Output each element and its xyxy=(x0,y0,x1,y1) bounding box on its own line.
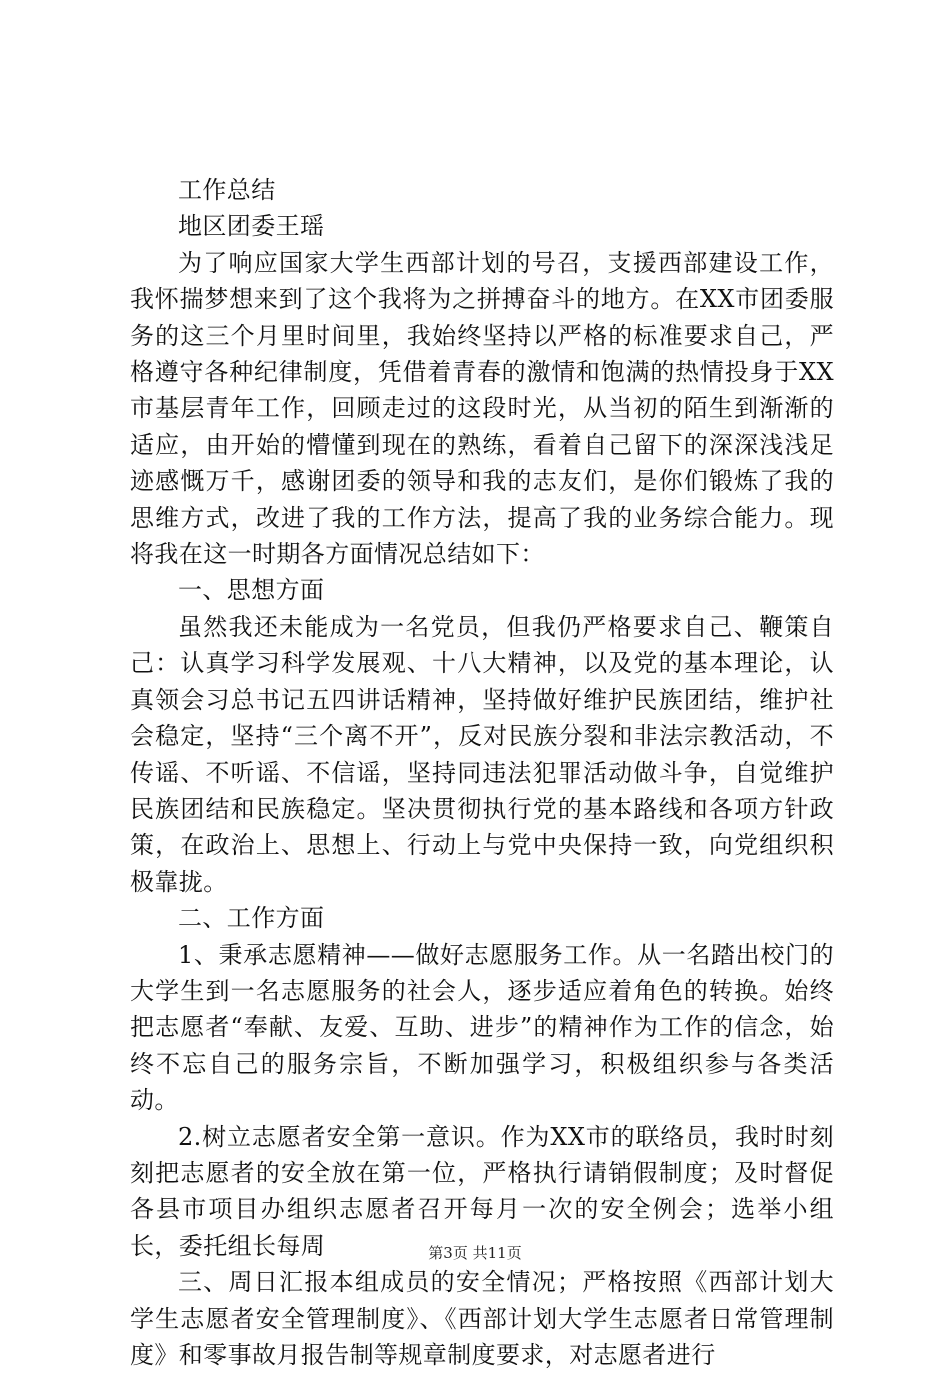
paragraph-thought: 虽然我还未能成为一名党员，但我仍严格要求自己、鞭策自己：认真学习科学发展观、十八大精神，以及党的基本理论，认真领会习总书记五四讲话精神，坚持做好维护民族团结，维护社会稳定，坚持“三个离不开”，反对民族分裂和非法宗教活动，不传谣、不听谣、不信谣，坚持同违法犯罪活动做斗争，自觉维护民族团结和民族稳定。坚决贯彻执行党的基本路线和各项方针政策，在政治上、思想上、行动上与党中央保持一致，向党组织积极靠拢。 xyxy=(130,612,834,896)
paragraph-work-2: 2.树立志愿者安全第一意识。作为XX市的联络员，我时时刻刻把志愿者的安全放在第一位，严格执行请销假制度；及时督促各县市项目办组织志愿者召开每月一次的安全例会；选举小组长，委托组长每周 xyxy=(130,1122,834,1260)
paragraph-intro: 为了响应国家大学生西部计划的号召，支援西部建设工作，我怀揣梦想来到了这个我将为之拼搏奋斗的地方。在XX市团委服务的这三个月里时间里，我始终坚持以严格的标准要求自己，严格遵守各种纪律制度，凭借着青春的激情和饱满的热情投身于XX市基层青年工作，回顾走过的这段时光，从当初的陌生到渐渐的适应，由开始的懵懂到现在的熟练，看着自己留下的深深浅浅足迹感慨万千，感谢团委的领导和我的志友们，是你们锻炼了我的思维方式，改进了我的工作方法，提高了我的业务综合能力。现将我在这一时期各方面情况总结如下： xyxy=(130,248,834,569)
document-body xyxy=(130,172,834,1373)
section-heading-work: 二、工作方面 xyxy=(178,904,325,933)
document-author: 地区团委王瑶 xyxy=(178,212,325,241)
paragraph-work-3: 三、周日汇报本组成员的安全情况；严格按照《西部计划大学生志愿者安全管理制度》、《西部计划大学生志愿者日常管理制度》和零事故月报告制等规章制度要求，对志愿者进行 xyxy=(130,1268,834,1369)
section-heading-thought: 一、思想方面 xyxy=(178,576,325,605)
page-number: 第3页 共11页 xyxy=(428,1244,522,1262)
document-title: 工作总结 xyxy=(178,176,276,204)
paragraph-work-1: 1、秉承志愿精神——做好志愿服务工作。从一名踏出校门的大学生到一名志愿服务的社会人，逐步适应着角色的转换。始终把志愿者“奉献、友爱、互助、进步”的精神作为工作的信念，始终不忘自己的服务宗旨，不断加强学习，积极组织参与各类活动。 xyxy=(130,940,834,1115)
page-footer xyxy=(0,1243,950,1263)
